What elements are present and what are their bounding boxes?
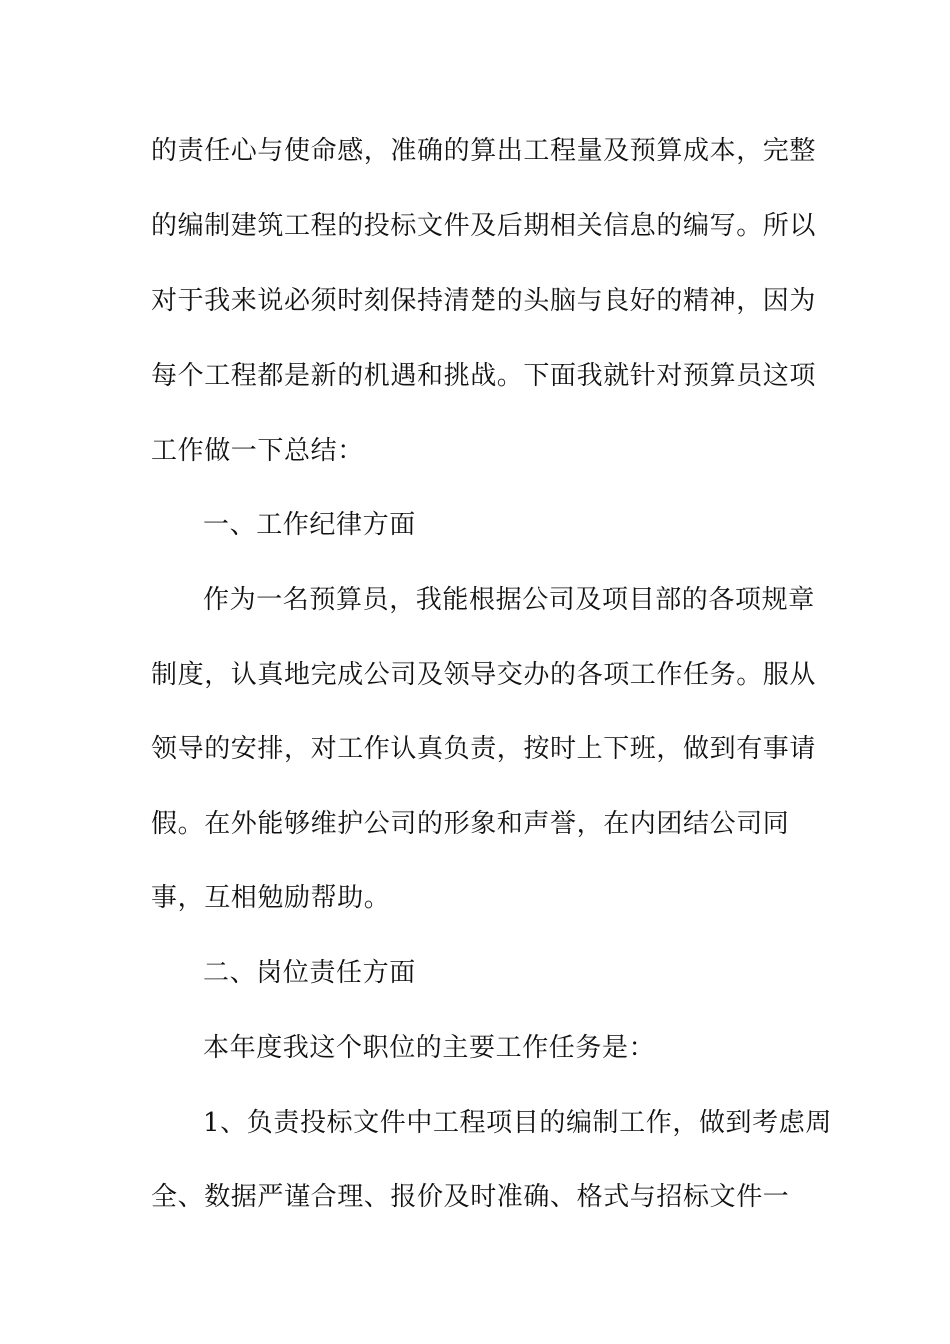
body-text-line: 假。在外能够维护公司的形象和声誉，在内团结公司同: [151, 809, 790, 839]
body-text-line: 的编制建筑工程的投标文件及后期相关信息的编写。所以: [151, 211, 817, 241]
body-text-line: 工作做一下总结：: [151, 436, 364, 466]
body-text-line: 的责任心与使命感，准确的算出工程量及预算成本，完整: [151, 136, 817, 166]
body-text-line: 对于我来说必须时刻保持清楚的头脑与良好的精神，因为: [151, 286, 817, 316]
body-text-line: 作为一名预算员，我能根据公司及项目部的各项规章: [203, 585, 815, 615]
body-text-line: 事，互相勉励帮助。: [151, 883, 391, 913]
body-text-line: 本年度我这个职位的主要工作任务是：: [203, 1033, 656, 1063]
body-text-line: 每个工程都是新的机遇和挑战。下面我就针对预算员这项: [151, 361, 817, 391]
body-text-line: 领导的安排，对工作认真负责，按时上下班，做到有事请: [151, 734, 817, 764]
body-text-line: 制度，认真地完成公司及领导交办的各项工作任务。服从: [151, 660, 817, 690]
body-text-line: 全、数据严谨合理、报价及时准确、格式与招标文件一: [151, 1182, 790, 1212]
list-item-text: 1、负责投标文件中工程项目的编制工作，做到考虑周: [203, 1108, 832, 1138]
section-heading: 一、工作纪律方面: [203, 510, 416, 540]
section-heading: 二、岗位责任方面: [203, 958, 416, 988]
